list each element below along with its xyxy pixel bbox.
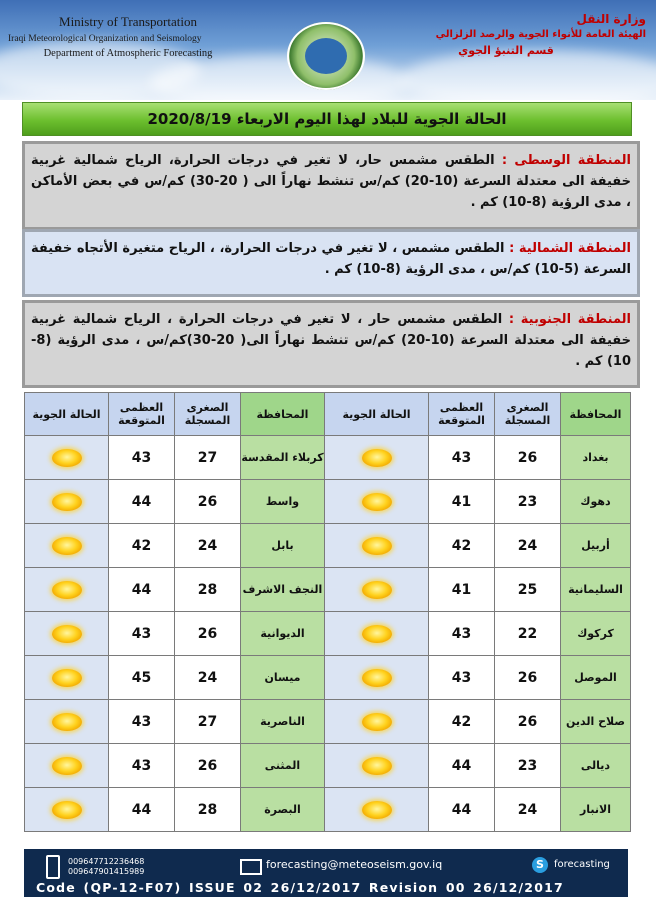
max-temp-cell: 42 bbox=[429, 700, 495, 744]
min-temp-cell: 24 bbox=[495, 524, 561, 568]
sun-icon bbox=[362, 625, 392, 643]
header-max: العظمى المتوقعة bbox=[109, 393, 175, 436]
condition-cell bbox=[325, 744, 429, 788]
table-body bbox=[25, 436, 631, 832]
governorate-cell: صلاح الدين bbox=[561, 700, 631, 744]
page-title: الحالة الجوية للبلاد لهذا اليوم الاربعاء 2020/8/19 bbox=[22, 102, 632, 136]
condition-cell bbox=[325, 788, 429, 832]
min-temp-cell: 23 bbox=[495, 480, 561, 524]
header-condition: الحالة الجوية bbox=[25, 393, 109, 436]
governorate-cell: المثنى bbox=[241, 744, 325, 788]
condition-cell bbox=[25, 612, 109, 656]
min-temp-cell: 24 bbox=[175, 524, 241, 568]
sun-icon bbox=[52, 449, 82, 467]
sun-icon bbox=[52, 801, 82, 819]
email-address[interactable]: forecasting@meteoseism.gov.iq bbox=[266, 858, 443, 871]
condition-cell bbox=[25, 480, 109, 524]
max-temp-cell: 42 bbox=[109, 524, 175, 568]
condition-cell bbox=[325, 700, 429, 744]
table-row bbox=[25, 612, 631, 656]
max-temp-cell: 43 bbox=[429, 612, 495, 656]
governorate-cell: الناصرية bbox=[241, 700, 325, 744]
sun-icon bbox=[362, 713, 392, 731]
table-row bbox=[25, 436, 631, 480]
region-name: المنطقة الشمالية : bbox=[509, 241, 631, 256]
region-forecast: الطقس مشمس ، لا تغير في درجات الحرارة، ، الرياح متغيرة الأتجاه خفيفة السرعة (5-10) كم/س ، مدى الرؤية (8-10) كم . bbox=[31, 241, 631, 277]
min-temp-cell: 28 bbox=[175, 788, 241, 832]
max-temp-cell: 43 bbox=[429, 436, 495, 480]
sun-icon bbox=[52, 625, 82, 643]
governorate-cell: كربلاء المقدسة bbox=[241, 436, 325, 480]
min-temp-cell: 27 bbox=[175, 700, 241, 744]
sun-icon bbox=[362, 801, 392, 819]
min-temp-cell: 26 bbox=[495, 700, 561, 744]
region-forecast: الطقس مشمس حار ، لا تغير في درجات الحرارة ، الرياح شمالية غربية خفيفة الى معتدلة السرعة (10-20) كم/س تنشط نهاراً الى( 20-30)كم/س ، مدى الرؤية (8-10) كم . bbox=[31, 312, 631, 369]
min-temp-cell: 24 bbox=[175, 656, 241, 700]
email-icon bbox=[240, 859, 262, 875]
table-row bbox=[25, 700, 631, 744]
header-governorate: المحافظة bbox=[241, 393, 325, 436]
condition-cell bbox=[25, 524, 109, 568]
header-english bbox=[8, 14, 248, 59]
department-name-en: Department of Atmospheric Forecasting bbox=[43, 48, 213, 59]
table-row bbox=[25, 744, 631, 788]
condition-cell bbox=[25, 656, 109, 700]
governorate-cell: ديالى bbox=[561, 744, 631, 788]
min-temp-cell: 26 bbox=[495, 656, 561, 700]
table-row bbox=[25, 524, 631, 568]
skype-icon: S bbox=[532, 857, 548, 873]
region-southern bbox=[22, 300, 640, 388]
region-central bbox=[22, 141, 640, 230]
governorate-cell: السليمانية bbox=[561, 568, 631, 612]
max-temp-cell: 44 bbox=[429, 788, 495, 832]
header-min: الصغرى المسجلة bbox=[175, 393, 241, 436]
sun-icon bbox=[362, 669, 392, 687]
phone-icon bbox=[46, 855, 60, 879]
condition-cell bbox=[25, 568, 109, 612]
max-temp-cell: 43 bbox=[429, 656, 495, 700]
condition-cell bbox=[25, 744, 109, 788]
region-forecast: الطقس مشمس حار، لا تغير في درجات الحرارة، الرياح شمالية غربية خفيفة الى معتدلة السرعة (10-20) كم/س تنشط نهاراً الى ( 20-30) كم/س في بعض الأماكن ، مدى الرؤية (8-10) كم . bbox=[31, 153, 632, 210]
max-temp-cell: 43 bbox=[109, 744, 175, 788]
header-condition: الحالة الجوية bbox=[325, 393, 429, 436]
header-arabic bbox=[406, 12, 646, 57]
condition-cell bbox=[325, 480, 429, 524]
organization-logo bbox=[287, 22, 365, 90]
table-row bbox=[25, 656, 631, 700]
condition-cell bbox=[325, 656, 429, 700]
phone-numbers bbox=[68, 857, 144, 877]
header-min: الصغرى المسجلة bbox=[495, 393, 561, 436]
table-row bbox=[25, 568, 631, 612]
min-temp-cell: 26 bbox=[175, 744, 241, 788]
sun-icon bbox=[362, 757, 392, 775]
max-temp-cell: 43 bbox=[109, 436, 175, 480]
min-temp-cell: 24 bbox=[495, 788, 561, 832]
document-code: Code (QP-12-F07) ISSUE 02 26/12/2017 Revision 00 26/12/2017 bbox=[36, 880, 564, 895]
min-temp-cell: 28 bbox=[175, 568, 241, 612]
table-header-row bbox=[25, 393, 631, 436]
min-temp-cell: 26 bbox=[175, 612, 241, 656]
governorate-cell: النجف الاشرف bbox=[241, 568, 325, 612]
condition-cell bbox=[25, 700, 109, 744]
sun-icon bbox=[52, 669, 82, 687]
condition-cell bbox=[325, 436, 429, 480]
sun-icon bbox=[52, 757, 82, 775]
max-temp-cell: 42 bbox=[429, 524, 495, 568]
sun-icon bbox=[362, 493, 392, 511]
max-temp-cell: 41 bbox=[429, 568, 495, 612]
max-temp-cell: 44 bbox=[109, 568, 175, 612]
min-temp-cell: 22 bbox=[495, 612, 561, 656]
sun-icon bbox=[362, 537, 392, 555]
ministry-name-ar: وزارة النقل bbox=[576, 12, 646, 26]
max-temp-cell: 44 bbox=[109, 480, 175, 524]
condition-cell bbox=[25, 788, 109, 832]
region-name: المنطقة الوسطى : bbox=[501, 153, 631, 168]
condition-cell bbox=[325, 524, 429, 568]
min-temp-cell: 23 bbox=[495, 744, 561, 788]
condition-cell bbox=[25, 436, 109, 480]
governorate-cell: بابل bbox=[241, 524, 325, 568]
max-temp-cell: 44 bbox=[429, 744, 495, 788]
department-name-ar: قسم التنبؤ الجوي bbox=[458, 44, 554, 57]
header-governorate: المحافظة bbox=[561, 393, 631, 436]
governorate-cell: ميسان bbox=[241, 656, 325, 700]
condition-cell bbox=[325, 568, 429, 612]
max-temp-cell: 44 bbox=[109, 788, 175, 832]
organization-name-ar: الهيئة العامة للأنواء الجوية والرصد الزلزالي bbox=[435, 29, 646, 40]
governorate-cell: كركوك bbox=[561, 612, 631, 656]
organization-name-en: Iraqi Meteorological Organization and Seismology bbox=[8, 34, 202, 44]
sun-icon bbox=[52, 713, 82, 731]
table-row bbox=[25, 788, 631, 832]
governorate-cell: الديوانية bbox=[241, 612, 325, 656]
governorate-cell: بغداد bbox=[561, 436, 631, 480]
max-temp-cell: 41 bbox=[429, 480, 495, 524]
sun-icon bbox=[52, 493, 82, 511]
skype-handle[interactable]: forecasting bbox=[554, 859, 610, 870]
max-temp-cell: 43 bbox=[109, 612, 175, 656]
cloud-decoration bbox=[150, 55, 410, 100]
region-name: المنطقة الجنوبية : bbox=[508, 312, 631, 327]
sun-icon bbox=[362, 581, 392, 599]
header-max: العظمى المتوقعة bbox=[429, 393, 495, 436]
region-northern bbox=[22, 229, 640, 297]
governorate-cell: البصرة bbox=[241, 788, 325, 832]
min-temp-cell: 26 bbox=[495, 436, 561, 480]
sun-icon bbox=[52, 537, 82, 555]
sun-icon bbox=[362, 449, 392, 467]
condition-cell bbox=[325, 612, 429, 656]
sun-icon bbox=[52, 581, 82, 599]
cloud-decoration bbox=[400, 50, 656, 100]
governorate-cell: الانبار bbox=[561, 788, 631, 832]
governorate-cell: أربيل bbox=[561, 524, 631, 568]
max-temp-cell: 43 bbox=[109, 700, 175, 744]
governorate-cell: دهوك bbox=[561, 480, 631, 524]
ministry-name-en: Ministry of Transportation bbox=[59, 14, 197, 29]
temperature-table bbox=[24, 392, 631, 832]
min-temp-cell: 25 bbox=[495, 568, 561, 612]
page-header bbox=[0, 0, 656, 100]
page-footer bbox=[24, 849, 628, 897]
phone-number: 009647901415989 bbox=[68, 867, 145, 876]
max-temp-cell: 45 bbox=[109, 656, 175, 700]
min-temp-cell: 26 bbox=[175, 480, 241, 524]
governorate-cell: واسط bbox=[241, 480, 325, 524]
table-row bbox=[25, 480, 631, 524]
phone-number: 009647712236468 bbox=[68, 857, 145, 866]
governorate-cell: الموصل bbox=[561, 656, 631, 700]
min-temp-cell: 27 bbox=[175, 436, 241, 480]
